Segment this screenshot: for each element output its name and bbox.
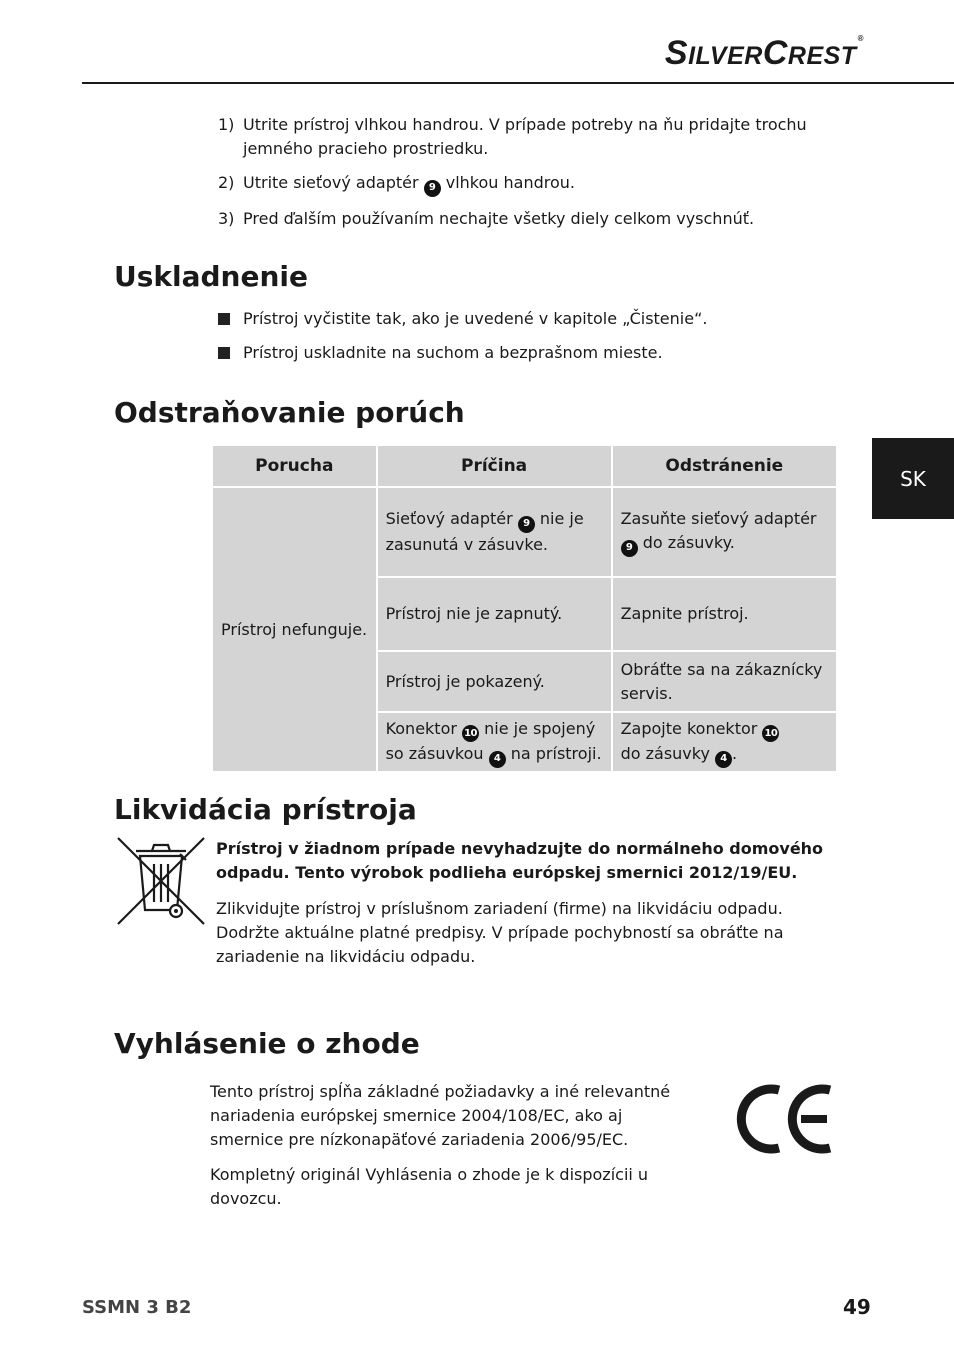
ref-number-9: 9	[518, 516, 535, 533]
step-text-part: vlhkou handrou.	[445, 173, 575, 192]
crossed-bin-icon	[114, 834, 208, 928]
cause-text: Konektor	[385, 718, 457, 738]
list-item	[218, 307, 707, 331]
disposal-instructions: Zlikvidujte prístroj v príslušnom zariadení (firme) na likvidáciu odpadu. Dodržte aktuálne platné predpisy. V prípade pochybností sa obráťte na zariadenie na likvidáciu odpadu.	[216, 899, 784, 966]
cause-cell: Prístroj je pokazený.	[377, 651, 612, 712]
logo-s: S	[664, 34, 689, 72]
disposal-heading: Likvidácia prístroja	[114, 793, 417, 826]
declaration-text-block	[210, 1080, 680, 1222]
storage-list	[218, 307, 707, 375]
ref-number-9: 9	[424, 180, 441, 197]
cleaning-steps	[218, 113, 818, 241]
table-header-row	[212, 445, 837, 487]
bullet-square-icon	[218, 313, 230, 325]
list-item	[218, 341, 707, 365]
table-row	[212, 487, 837, 577]
logo-rest: REST	[787, 42, 857, 70]
storage-heading: Uskladnenie	[114, 260, 309, 293]
cause-text: Sieťový adaptér	[385, 509, 513, 529]
cause-text: nie je zasunutá v zásuvke.	[385, 509, 584, 554]
logo-ilver: ILVER	[688, 42, 763, 70]
footer-model: SSMN 3 B2	[82, 1297, 192, 1318]
cause-text: nie je spojený so zásuvkou	[385, 718, 596, 763]
ref-number-9: 9	[621, 540, 638, 557]
troubleshooting-table	[211, 444, 838, 773]
step-text: Pred ďalším používaním nechajte všetky diely celkom vyschnúť.	[243, 208, 755, 228]
declaration-paragraph: Tento prístroj spĺňa základné požiadavky a iné relevantné nariadenia európskej smernice 2004/108/EC, ako aj smernice pre nízkonapäťové zariadenia 2006/95/EC.	[210, 1082, 671, 1149]
column-header-cause: Príčina	[377, 445, 612, 487]
declaration-heading: Vyhlásenie o zhode	[114, 1027, 420, 1060]
remedy-text: do zásuvky.	[642, 533, 735, 553]
step-text: Utrite prístroj vlhkou handrou. V prípade potreby na ňu pridajte trochu jemného pracieho prostriedku.	[243, 115, 807, 158]
step-text-part: Utrite sieťový adaptér	[243, 173, 419, 192]
remedy-cell	[612, 487, 837, 577]
fault-cell: Prístroj nefunguje.	[212, 487, 377, 772]
silvercrest-logo	[665, 34, 864, 73]
cause-text: na prístroji.	[510, 744, 602, 763]
ce-mark-icon	[735, 1082, 835, 1156]
page-number: 49	[843, 1295, 871, 1319]
column-header-fault: Porucha	[212, 445, 377, 487]
list-item-text: Prístroj uskladnite na suchom a bezprašnom mieste.	[243, 343, 663, 362]
disposal-text-block	[216, 837, 836, 969]
remedy-text: Zasuňte sieťový adaptér	[620, 509, 817, 529]
remedy-cell	[612, 712, 837, 772]
ref-number-10: 10	[462, 725, 479, 742]
step-number: 2)	[218, 173, 235, 192]
header-rule	[82, 82, 954, 84]
step-number: 1)	[218, 115, 235, 134]
logo-registered: ®	[857, 34, 864, 43]
cleaning-step	[218, 113, 818, 161]
remedy-text: do zásuvky	[620, 744, 710, 763]
declaration-paragraph: Kompletný originál Vyhlásenia o zhode je k dispozícii u dovozcu.	[210, 1165, 649, 1208]
cause-cell: Prístroj nie je zapnutý.	[377, 577, 612, 651]
ref-number-10: 10	[762, 725, 779, 742]
troubleshooting-heading: Odstraňovanie porúch	[114, 396, 465, 429]
bullet-square-icon	[218, 347, 230, 359]
list-item-text: Prístroj vyčistite tak, ako je uvedené v kapitole „Čistenie“.	[243, 309, 708, 328]
remedy-cell: Obráťte sa na zákaznícky servis.	[612, 651, 837, 712]
disposal-warning: Prístroj v žiadnom prípade nevyhadzujte do normálneho domového odpadu. Tento výrobok podlieha európskej smernici 2012/19/EU.	[216, 839, 824, 882]
cause-cell	[377, 712, 612, 772]
ref-number-4: 4	[715, 751, 732, 768]
language-tab: SK	[872, 438, 954, 519]
cause-cell	[377, 487, 612, 577]
remedy-cell: Zapnite prístroj.	[612, 577, 837, 651]
column-header-remedy: Odstránenie	[612, 445, 837, 487]
cleaning-step	[218, 171, 818, 197]
remedy-text: Zapojte konektor	[620, 718, 758, 738]
cleaning-step	[218, 207, 818, 231]
step-text	[243, 171, 575, 197]
logo-c: C	[762, 34, 788, 72]
ref-number-4: 4	[489, 751, 506, 768]
remedy-text: .	[732, 744, 738, 763]
step-number: 3)	[218, 208, 235, 228]
